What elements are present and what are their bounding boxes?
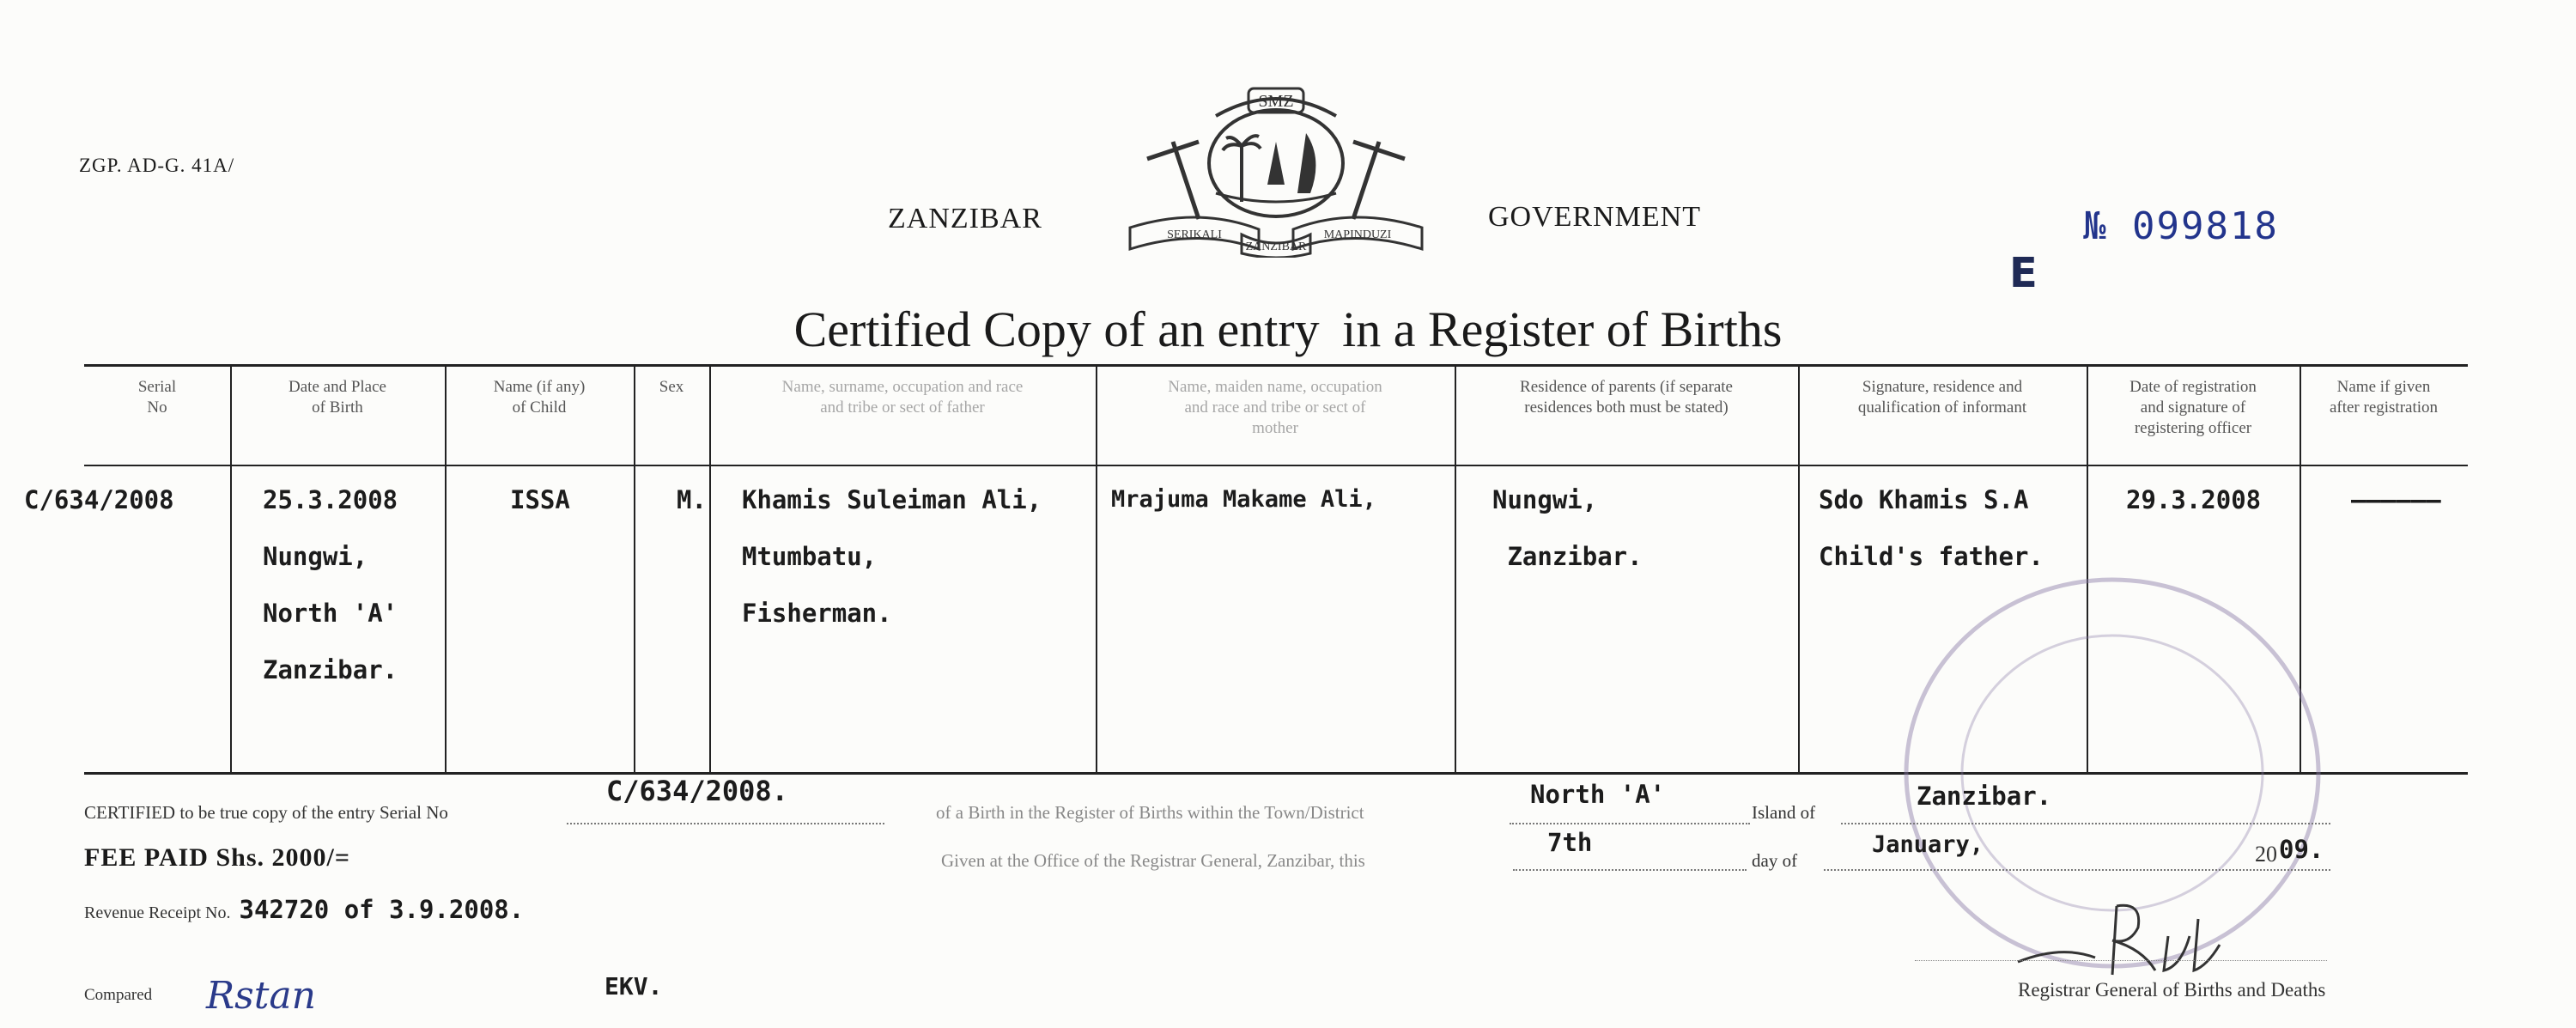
district-dotted-line	[1510, 823, 1750, 824]
island-fill: Zanzibar.	[1917, 782, 2052, 811]
column-divider	[1455, 367, 1456, 772]
island-dotted-line	[1841, 823, 2330, 824]
column-divider	[634, 367, 635, 772]
header-residence: Residence of parents (if separate residences both must be stated)	[1520, 378, 1733, 417]
registrar-signature-line	[1915, 960, 2327, 961]
entry-child-name: ISSA	[510, 485, 570, 514]
island-label: Island of	[1752, 802, 1816, 823]
year-fill: 09.	[2279, 835, 2324, 864]
header-divider	[84, 465, 2468, 466]
entry-serial-no: C/634/2008	[24, 485, 174, 514]
series-letter: E	[2009, 249, 2038, 297]
year-prefix: 20	[2255, 842, 2277, 867]
entry-name-after-registration: ——————	[2351, 485, 2441, 514]
given-line-prefix: Given at the Office of the Registrar General, Zanzibar, this	[941, 850, 1365, 871]
entry-father: Khamis Suleiman Ali, Mtumbatu, Fisherman.	[742, 485, 1042, 628]
header-father: Name, surname, occupation and race and tribe or sect of father	[781, 378, 1024, 417]
document-title-part2: in a Register of Births	[1342, 301, 1783, 357]
district-fill: North 'A'	[1530, 780, 1666, 809]
crest-motto-center: ZANZIBAR	[1245, 240, 1307, 253]
column-divider	[1798, 367, 1800, 772]
month-dotted-line	[1824, 869, 2330, 871]
day-fill: 7th	[1547, 828, 1593, 857]
revenue-receipt	[84, 895, 524, 924]
heading-government: GOVERNMENT	[1488, 201, 1701, 233]
certified-serial-fill: C/634/2008.	[606, 775, 788, 807]
compared-signature-text: Rstan	[206, 974, 316, 1018]
certified-line-mid: of a Birth in the Register of Births within the Town/District	[936, 802, 1364, 823]
header-serial-no: Serial No	[137, 378, 177, 417]
document-title-part1: Certified Copy of an entry	[793, 301, 1320, 357]
column-divider	[230, 367, 232, 772]
registrar-handwritten-signature	[1984, 885, 2267, 988]
day-label: day of	[1752, 850, 1798, 871]
entry-sex: M.	[677, 485, 707, 514]
header-registration-date: Date of registration and signature of registering officer	[2129, 378, 2257, 437]
header-mother: Name, maiden name, occupation and race and tribe or sect of mother	[1168, 378, 1382, 437]
crest-top-text: SMZ	[1258, 92, 1294, 111]
certificate-number: № 099818	[2083, 204, 2279, 248]
header-date-place-birth: Date and Place of Birth	[289, 378, 386, 417]
compared-handwritten-signature	[203, 970, 340, 1022]
fee-paid: FEE PAID Shs. 2000/=	[84, 843, 350, 872]
revenue-receipt-label: Revenue Receipt No.	[84, 903, 231, 922]
entry-mother: Mrajuma Makame Ali,	[1111, 486, 1376, 513]
serial-dotted-line	[567, 823, 884, 824]
zanzibar-coat-of-arms-emblem	[1113, 82, 1439, 258]
compared-label: Compared	[84, 986, 153, 1004]
header-name-after-registration: Name if given after registration	[2329, 378, 2439, 417]
entry-residence: Nungwi, Zanzibar.	[1492, 485, 1643, 571]
header-informant: Signature, residence and qualification of informant	[1857, 378, 2027, 417]
month-fill: January,	[1872, 831, 1984, 858]
entry-informant: Sdo Khamis S.A Child's father.	[1819, 485, 2044, 571]
header-sex: Sex	[659, 378, 684, 396]
header-child-name: Name (if any) of Child	[493, 378, 586, 417]
column-divider	[445, 367, 447, 772]
certified-line-prefix: CERTIFIED to be true copy of the entry Serial No	[84, 802, 448, 823]
day-dotted-line	[1513, 869, 1747, 871]
heading-zanzibar: ZANZIBAR	[888, 203, 1042, 234]
entry-date-place-birth: 25.3.2008 Nungwi, North 'A' Zanzibar.	[263, 485, 398, 684]
revenue-receipt-value: 342720 of 3.9.2008.	[239, 895, 525, 924]
registrar-title: Registrar General of Births and Deaths	[2018, 979, 2326, 1001]
compared-initials: EKV.	[605, 972, 663, 1001]
entry-registration-date: 29.3.2008	[2126, 485, 2262, 514]
crest-motto-right: MAPINDUZI	[1323, 228, 1392, 241]
crest-motto-left: SERIKALI	[1167, 228, 1222, 241]
form-code: ZGP. AD-G. 41A/	[79, 155, 235, 176]
document-title	[0, 301, 2576, 358]
column-divider	[709, 367, 711, 772]
